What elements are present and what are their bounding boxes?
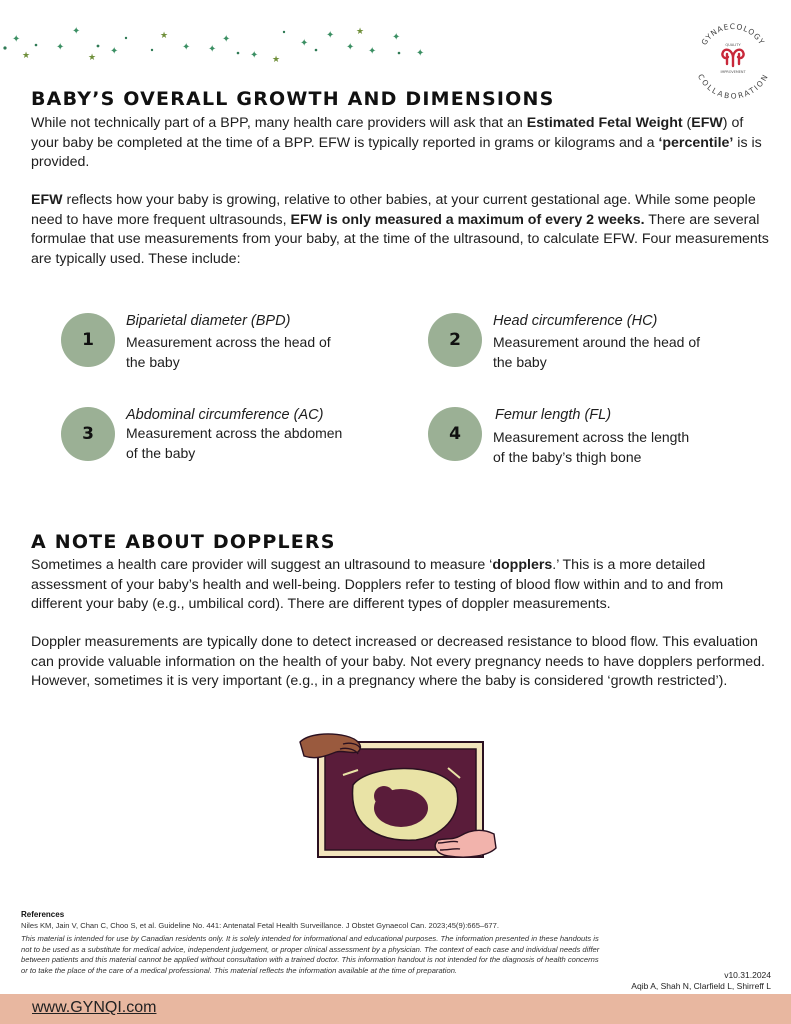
references-title: References	[21, 910, 65, 919]
growth-paragraph-1: While not technically part of a BPP, many health care providers will ask that an Estimated Fetal Weight (EFW) of your baby be completed at the time of a BPP. EFW is typically reported in grams or kilograms and a ‘percentile’ is is provided.	[31, 115, 762, 170]
svg-text:✦: ✦	[326, 30, 335, 41]
disclaimer-text: This material is intended for use by Canadian residents only. It is solely intended for informational and educational purposes. The information presented in these handouts is not to be used as a substitute for medical advice, independent judgement, or proper clinical assessment by a physician. The context of each case and individual needs differ between patients and this material cannot be applied without consultation with a trained doctor. This information handout is not intended for the diagnosis of health concerns or to take the place of the care of a medical professional. This material reflects the information available at the time of preparation.	[21, 934, 600, 975]
measurement-description: Measurement across the length of the baby’s thigh bone	[493, 429, 690, 465]
svg-text:✦: ✦	[392, 32, 401, 43]
svg-text:✦: ✦	[208, 44, 217, 55]
logo-text-quality: QUALITY	[725, 43, 741, 47]
svg-text:★: ★	[22, 51, 31, 61]
svg-text:✦: ✦	[250, 50, 259, 61]
svg-text:✦: ✦	[110, 46, 119, 57]
gynqi-logo	[692, 18, 774, 100]
svg-text:★: ★	[160, 31, 169, 41]
svg-text:✦: ✦	[72, 26, 81, 37]
number-badge-1: 1	[61, 313, 115, 367]
measurement-title: Femur length (FL)	[495, 407, 612, 423]
version-block	[631, 970, 771, 992]
svg-text:✦: ✦	[300, 38, 309, 49]
website-link[interactable]: www.GYNQI.com	[32, 999, 157, 1016]
svg-text:★: ★	[272, 55, 281, 65]
footer-band	[0, 994, 791, 1024]
dopplers-paragraph-2: Doppler measurements are typically done to detect increased or decreased resistance to blood flow. This evaluation can provide valuable information on the health of your baby. Not every pregnancy needs to have dopplers performed. However, sometimes it is very important (e.g., in a pregnancy where the baby is considered ‘growth restricted’).	[31, 634, 765, 689]
ultrasound-image-illustration	[298, 730, 498, 860]
svg-text:✦: ✦	[346, 42, 355, 53]
decorative-stars	[0, 20, 430, 65]
measurement-description: Measurement across the head of the baby	[126, 334, 331, 370]
svg-text:✦: ✦	[368, 46, 377, 57]
authors: Aqib A, Shah N, Clarfield L, Shirreff L	[631, 981, 771, 991]
svg-text:✦: ✦	[222, 34, 231, 45]
svg-text:✦: ✦	[56, 42, 65, 53]
section-title-dopplers: A NOTE ABOUT DOPPLERS	[31, 531, 336, 553]
svg-text:★: ★	[88, 53, 97, 63]
svg-text:✦: ✦	[12, 34, 21, 45]
references-block	[21, 910, 601, 976]
svg-text:COLLABORATION	[696, 72, 770, 100]
logo-text-bottom: COLLABORATION	[695, 72, 771, 100]
growth-paragraph-2: EFW reflects how your baby is growing, relative to other babies, at your current gestational age. While some people need to have more frequent ultrasounds, EFW is only measured a maximum of every 2 weeks. There are several formulae that use measurements from your baby, at the time of the ultrasound, to calculate EFW. Four measurements are typically used. These include:	[31, 192, 769, 267]
uterus-icon	[722, 50, 743, 66]
measurement-description: Measurement across the abdomen of the baby	[126, 425, 343, 461]
logo-text-top: GYNAECOLOGY	[699, 21, 767, 47]
svg-text:✦: ✦	[182, 42, 191, 53]
number-badge-2: 2	[428, 313, 482, 367]
reference-citation: Niles KM, Jain V, Chan C, Choo S, et al. Guideline No. 441: Antenatal Fetal Health Surveillance. J Obstet Gynaecol Can. 2023;45(9):665–677.	[21, 920, 499, 930]
number-badge-3: 3	[61, 407, 115, 461]
measurement-title: Biparietal diameter (BPD)	[126, 313, 291, 329]
number-badge-4: 4	[428, 407, 482, 461]
measurement-title: Abdominal circumference (AC)	[126, 407, 324, 423]
logo-text-improvement: IMPROVEMENT	[720, 70, 746, 74]
dopplers-paragraph-1: Sometimes a health care provider will suggest an ultrasound to measure ‘dopplers.’ This is a more detailed assessment of your baby’s health and well-being. Dopplers refer to testing of blood flow within and to and from different your baby (e.g., umbilical cord). There are different types of doppler measurements.	[31, 557, 724, 612]
measurement-title: Head circumference (HC)	[493, 313, 658, 329]
version-code: v10.31.2024	[724, 970, 771, 980]
measurement-description: Measurement around the head of the baby	[493, 334, 701, 370]
section-title-growth: BABY’S OVERALL GROWTH AND DIMENSIONS	[31, 88, 555, 110]
svg-text:✦: ✦	[416, 48, 425, 59]
svg-text:★: ★	[356, 27, 365, 37]
